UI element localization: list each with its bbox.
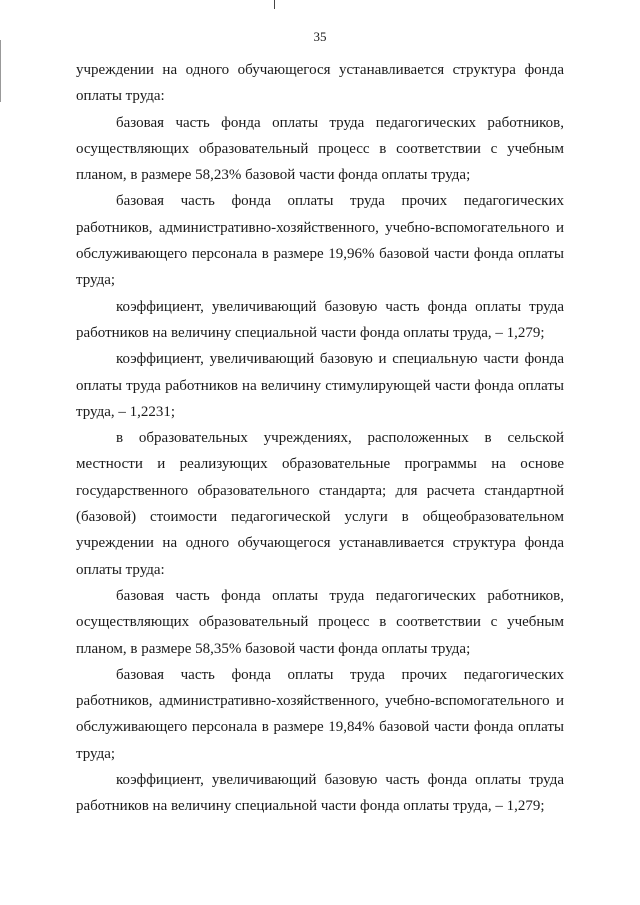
paragraph: базовая часть фонда оплаты труда педагогических работников, осуществляющих образовательный процесс в соответствии с учебным планом, в размере 58,23% базовой части фонда оплаты труда; (76, 114, 564, 184)
paragraph: коэффициент, увеличивающий базовую и специальную части фонда оплаты труда работников на величину стимулирующей части фонда оплаты труда, – 1,2231; (76, 351, 564, 420)
document-body (76, 57, 564, 820)
scan-mark-left-edge (0, 40, 1, 102)
scan-mark-top (274, 0, 275, 9)
paragraph: коэффициент, увеличивающий базовую часть фонда оплаты труда работников на величину специальной части фонда оплаты труда, – 1,279; (76, 772, 564, 815)
page-number: 35 (313, 29, 327, 44)
paragraph: базовая часть фонда оплаты труда прочих педагогических работников, административно-хозяйственного, учебно-вспомогательного и обслуживающего персонала в размере 19,96% базовой части фонда оплаты труда; (76, 193, 564, 289)
paragraph: коэффициент, увеличивающий базовую часть фонда оплаты труда работников на величину специальной части фонда оплаты труда, – 1,279; (76, 298, 564, 341)
paragraph: учреждении на одного обучающегося устанавливается структура фонда оплаты труда: (76, 62, 564, 105)
paragraph: базовая часть фонда оплаты труда прочих педагогических работников, административно-хозяйственного, учебно-вспомогательного и обслуживающего персонала в размере 19,84% базовой части фонда оплаты труда; (76, 666, 564, 762)
paragraph: в образовательных учреждениях, расположенных в сельской местности и реализующих образовательные программы на основе государственного образовательного стандарта; для расчета стандартной (базовой) стоимости педагогической услуги в общеобразовательном учреждении на одного обучающегося устанавливается структура фонда оплаты труда: (76, 430, 564, 578)
paragraph: базовая часть фонда оплаты труда педагогических работников, осуществляющих образовательный процесс в соответствии с учебным планом, в размере 58,35% базовой части фонда оплаты труда; (76, 587, 564, 657)
